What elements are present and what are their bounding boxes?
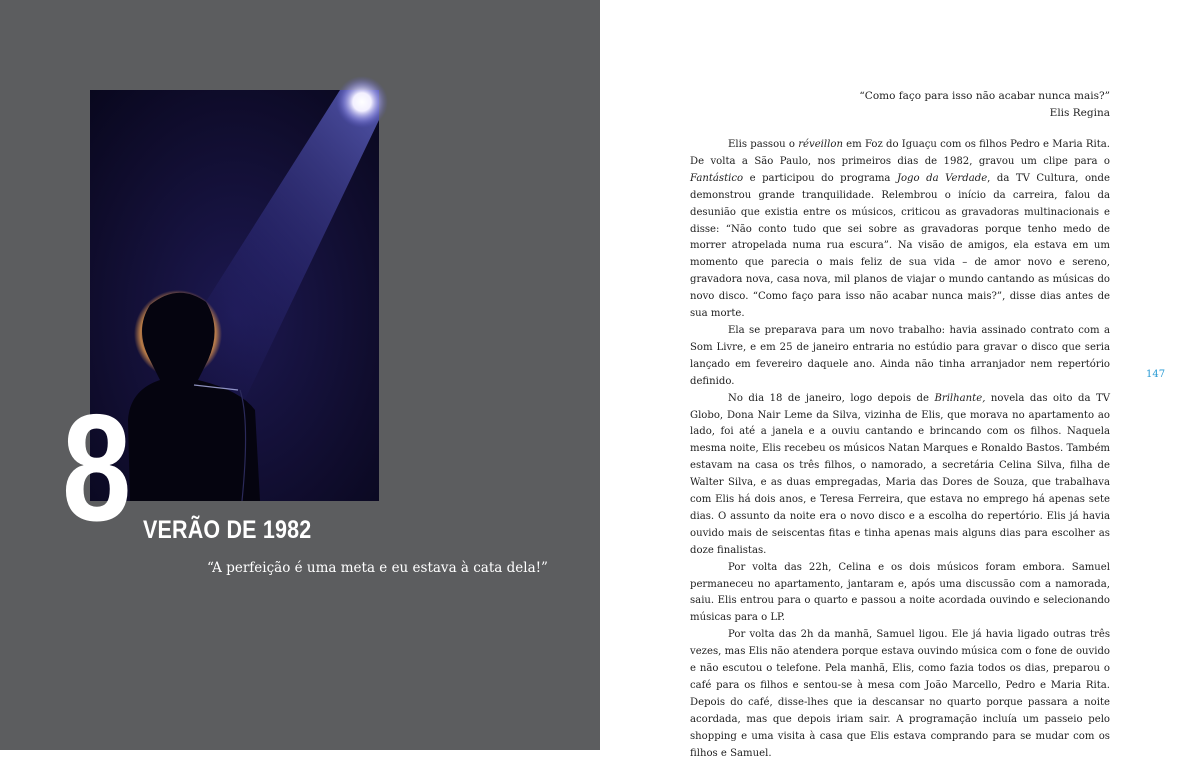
body-paragraph xyxy=(690,137,1110,323)
chapter-title: VERÃO DE 1982 xyxy=(143,516,312,544)
left-page xyxy=(0,0,600,750)
text-run: Ela se preparava para um novo trabalho: havia assinado contrato com a Som Livre, e em 25 de janeiro entraria no estúdio para gravar o disco que seria lançado em fevereiro daquele ano. Ainda não tinha arranjador nem repertório definido. xyxy=(690,324,1110,387)
chapter-number: 8 xyxy=(62,383,132,553)
epigraph-author: Elis Regina xyxy=(1049,107,1110,119)
italic-title: Jogo da Verdade xyxy=(896,172,988,184)
text-run: novela das oito da TV Globo, Dona Nair Leme da Silva, vizinha de Elis, que morava no apartamento ao lado, foi até a janela e a ouviu cantando e brincando com os filhos. Naquela mesma noite, Elis recebeu os músicos Natan Marques e Ronaldo Bastos. Também estavam na casa os três filhos, o namorado, a secretária Celina Silva, filha de Walter Silva, e as duas empregadas, Maria das Dores de Souza, que trabalhava com Elis há dois anos, e Teresa Ferreira, que estava no emprego há apenas sete dias. O assunto da noite era o novo disco e a escolha do repertório. Elis já havia ouvido mais de seiscentas fitas e tinha apenas mais alguns dias para escolher as doze finalistas. xyxy=(690,392,1110,556)
text-run: em Foz do Iguaçu com os filhos Pedro e Maria Rita. De volta a São Paulo, nos primeiros dias de 1982, gravou um clipe para o xyxy=(690,139,1111,167)
text-run: No dia 18 de janeiro, logo depois de xyxy=(728,392,935,404)
stage-singer-silhouette-image xyxy=(90,90,379,501)
epigraph xyxy=(859,88,1110,122)
italic-title: Brilhante, xyxy=(934,392,986,404)
italic-title: Fantástico xyxy=(690,172,744,184)
chapter-photo xyxy=(90,90,379,501)
epigraph-quote: “Como faço para isso não acabar nunca mais?” xyxy=(859,90,1110,102)
text-run: Por volta das 22h, Celina e os dois músicos foram embora. Samuel permaneceu no apartamento, jantaram e, após uma discussão com a namorada, saiu. Elis entrou para o quarto e passou a noite acordada ouvindo e selecionando músicas para o LP. xyxy=(690,561,1110,624)
chapter-quote: “A perfeição é uma meta e eu estava à cata dela!” xyxy=(207,560,548,576)
body-paragraph xyxy=(690,391,1110,560)
text-run: , da TV Cultura, onde demonstrou grande tranquilidade. Relembrou o início da carreira, falou da desunião que existia entre os músicos, criticou as gravadoras multinacionais e disse: “Não conto tudo que sei sobre as gravadoras porque tenho medo de morrer atropelada numa rua escura”. Na visão de amigos, ela estava em um momento que parecia o mais feliz de sua vida – de amor novo e sereno, gravadora nova, casa nova, mil planos de viajar o mundo cantando as músicas do novo disco. “Como faço para isso não acabar nunca mais?”, disse dias antes de sua morte. xyxy=(690,172,1110,320)
body-paragraph xyxy=(690,323,1110,391)
body-paragraph xyxy=(690,560,1110,628)
text-run: Por volta das 2h da manhã, Samuel ligou. Ele já havia ligado outras três vezes, mas Elis não atendera porque estava ouvindo música com o fone de ouvido e não escutou o telefone. Pela manhã, Elis, como fazia todos os dias, preparou o café para os filhos e sentou-se à mesa com João Marcello, Pedro e Maria Rita. Depois do café, disse-lhes que ia descansar no quarto porque passara a noite acordada, mas que depois iriam sair. A programação incluía um passeio pelo shopping e uma visita à casa que Elis estava comprando para se mudar com os filhos e Samuel. xyxy=(690,629,1110,759)
body-text xyxy=(690,137,1110,763)
body-paragraph xyxy=(690,627,1110,762)
text-run: Elis passou o xyxy=(728,139,799,150)
page-number: 147 xyxy=(1146,369,1166,380)
text-run: e participou do programa xyxy=(743,172,897,184)
italic-title: réveillon xyxy=(798,139,843,150)
right-page xyxy=(600,0,1200,759)
